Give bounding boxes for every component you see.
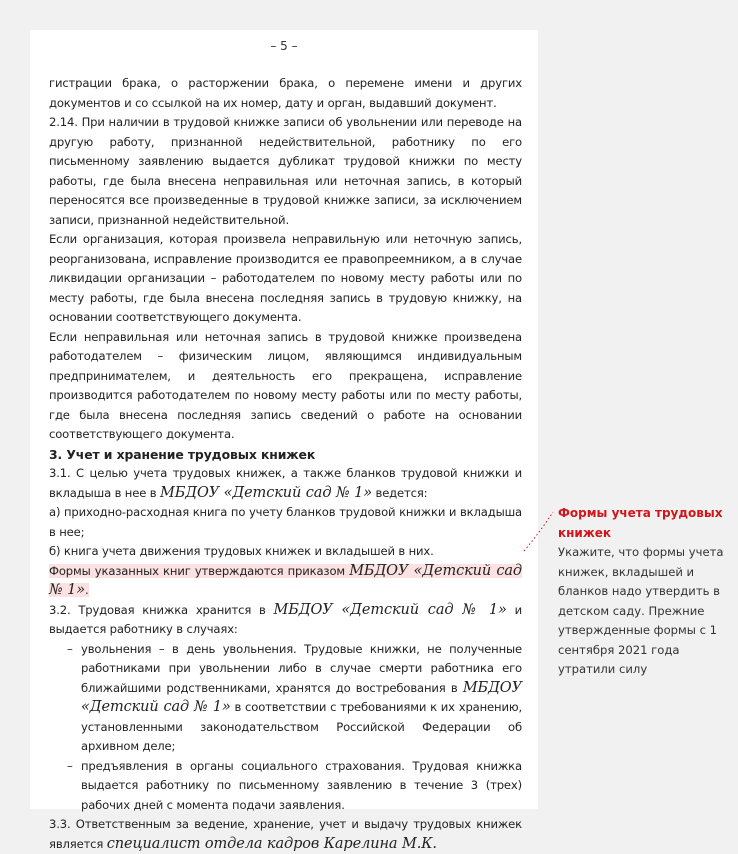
organization-name: МБДОУ «Детский сад № 1» [49, 562, 522, 598]
text-fragment: Формы указанных книг утверждаются приказом [49, 563, 345, 578]
paragraph-marriage-docs: гистрации брака, о расторжении брака, о перемене имени и других документов и со ссылкой на их номер, дату и орган, выдавший документ. [49, 76, 522, 110]
list-item-b: б) книга учета движения трудовых книжек и вкладышей в них. [49, 544, 434, 558]
paragraph-2-14: 2.14. При наличии в трудовой книжке записи об увольнении или переводе на другую работу, признанной недействительной, работнику по его письменному заявлению выдается дубликат трудовой книжки по месту работы, где была внесена неправильная или неточная запись, в который переносятся все произведенные в трудовой книжке записи, за исключением записи, признанной недействительной. [49, 115, 522, 227]
text-fragment: увольнения – в день увольнения. Трудовые книжки, не полученные работниками при увольнении либо в случае смерти работника его ближайшими родственниками, хранятся до востребования в [81, 641, 522, 695]
text-fragment: и выдается работнику в случаях: [49, 602, 522, 636]
text-fragment: 3.1. С целью учета трудовых книжек, а также бланков трудовой книжки и вкладыша в нее в [49, 466, 522, 500]
section-heading: 3. Учет и хранение трудовых книжек [49, 446, 316, 462]
paragraph-reorganization: Если организация, которая произвела неправильную или неточную запись, реорганизована, исправление производится ее правопреемником, а в случае ликвидации организации – работодателем по новому месту работы или по месту работы, где была внесена последняя запись в трудовую книжку, на основании соответствующего документа. [49, 232, 522, 324]
dash-marker: – [67, 641, 73, 656]
dash-marker: – [67, 758, 73, 773]
responsible-person: специалист отдела кадров Карелина М.К. [106, 835, 437, 852]
text-fragment: 3.3. Ответственным за ведение, хранение, учет и выдачу трудовых книжек является [49, 817, 522, 851]
organization-name: МБДОУ «Детский сад № 1» [81, 679, 522, 715]
margin-note [558, 504, 728, 680]
note-text: Укажите, что формы учета книжек, вкладышей и бланков надо утвердить в детском саду. Прежние утвержденные формы с 1 сентября 2021 года утратили силу [558, 545, 724, 676]
organization-name: МБДОУ «Детский сад № 1» [273, 601, 507, 618]
page-number: – 5 – [270, 39, 298, 53]
text-fragment: предъявления в органы социального страхования. Трудовая книжка выдается работнику по письменному заявлению в течение 3 (трех) рабочих дней с момента подачи заявления. [81, 758, 522, 812]
note-title: Формы учета трудовых книжек [558, 506, 723, 540]
dotted-connector-line [524, 512, 553, 551]
text-fragment: 3.2. Трудовая книжка хранится в [49, 602, 266, 617]
list-item-a: а) приходно-расходная книга по учету бланков трудовой книжки и вкладыша в нее; [49, 505, 522, 539]
text-fragment: в соответствии с требованиями к их хранению, установленными законодательством Российской Федерации об архивном деле; [81, 700, 522, 753]
paragraph-individual-employer: Если неправильная или неточная запись в трудовой книжке произведена работодателем – физическим лицом, являющимся индивидуальным предпринимателем, и деятельность его прекращена, исправление производится работодателем по новому месту работы или по месту работы, где была внесена последняя запись сведений о работе на основании соответствующего документа. [49, 329, 522, 441]
text-fragment: ведется: [375, 485, 428, 500]
text-fragment: . [85, 583, 89, 597]
organization-name: МБДОУ «Детский сад № 1» [159, 484, 372, 501]
